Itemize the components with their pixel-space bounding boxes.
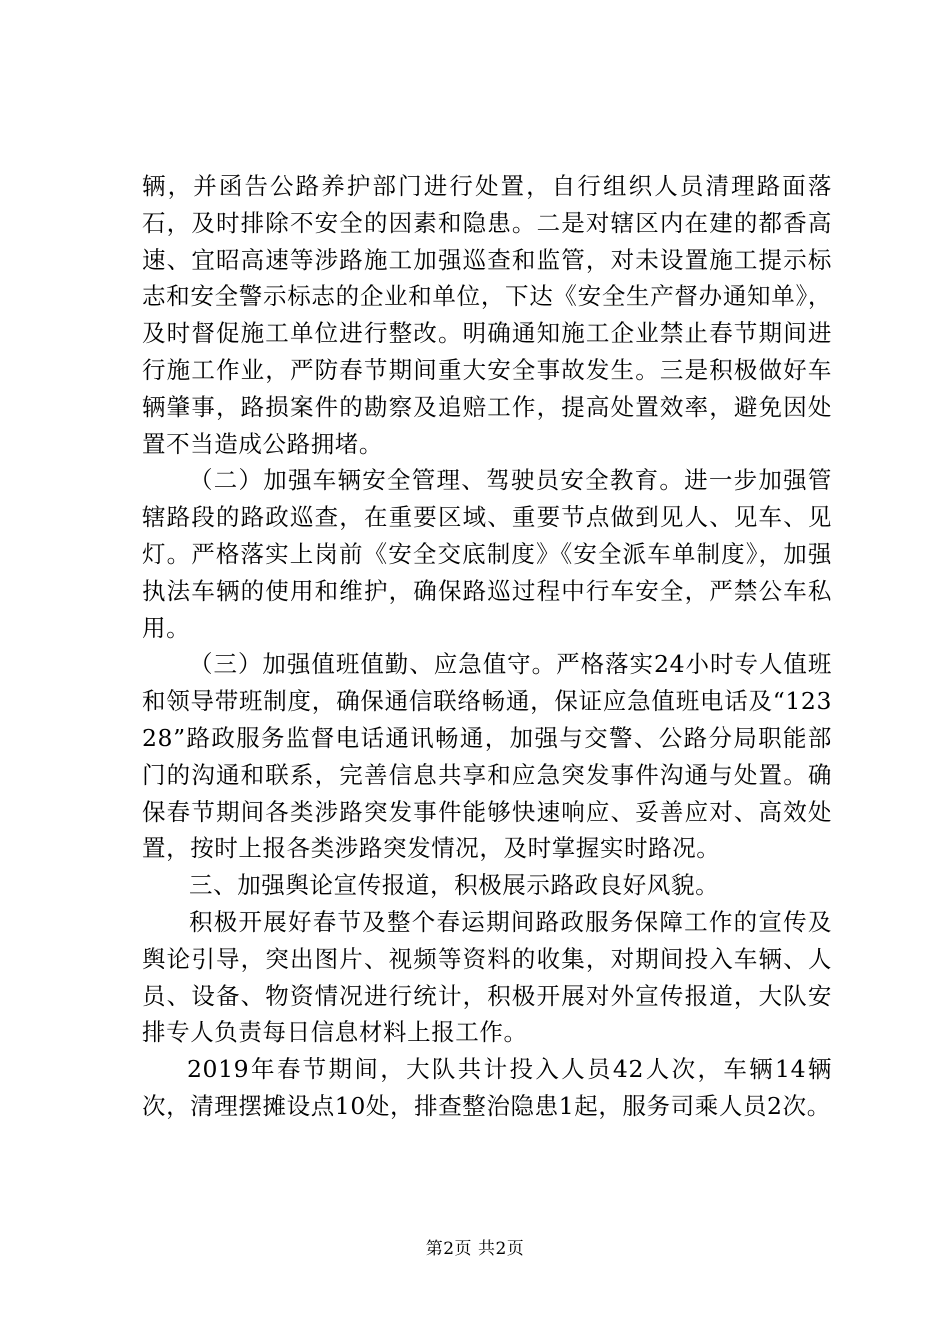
paragraph-duty-emergency: （三）加强值班值勤、应急值守。严格落实24小时专人值班和领导带班制度，确保通信联络畅通，保证应急值班电话及“12328”路政服务监督电话通讯畅通，加强与交警、公路分局职能部门的沟通和联系，完善信息共享和应急突发事件沟通与处置。确保春节期间各类涉路突发事件能够快速响应、妥善应对、高效处置，按时上报各类涉路突发情况，及时掌握实时路况。 xyxy=(142,650,832,863)
paragraph-continuation: 辆，并函告公路养护部门进行处置，自行组织人员清理路面落石，及时排除不安全的因素和隐患。二是对辖区内在建的都香高速、宜昭高速等涉路施工加强巡查和监管，对未设置施工提示标志和安全警示标志的企业和单位，下达《安全生产督办通知单》，及时督促施工单位进行整改。明确通知施工企业禁止春节期间进行施工作业，严防春节期间重大安全事故发生。三是积极做好车辆肇事，路损案件的勘察及追赔工作，提高处置效率，避免因处置不当造成公路拥堵。 xyxy=(142,172,832,458)
paragraph-statistics: 2019年春节期间，大队共计投入人员42人次，车辆14辆次，清理摆摊设点10处，排查整治隐患1起，服务司乘人员2次。 xyxy=(142,1055,832,1120)
document-body xyxy=(142,168,832,1125)
paragraph-vehicle-safety: （二）加强车辆安全管理、驾驶员安全教育。进一步加强管辖路段的路政巡查，在重要区域、重要节点做到见人、见车、见灯。严格落实上岗前《安全交底制度》《安全派车单制度》，加强执法车辆的使用和维护，确保路巡过程中行车安全，严禁公车私用。 xyxy=(142,466,832,642)
section-heading-publicity: 三、加强舆论宣传报道，积极展示路政良好风貌。 xyxy=(189,871,720,900)
page-number: 第2页 共2页 xyxy=(425,1239,525,1259)
paragraph-publicity: 积极开展好春节及整个春运期间路政服务保障工作的宣传及舆论引导，突出图片、视频等资料的收集，对期间投入车辆、人员、设备、物资情况进行统计，积极开展对外宣传报道，大队安排专人负责每日信息材料上报工作。 xyxy=(142,907,832,1047)
